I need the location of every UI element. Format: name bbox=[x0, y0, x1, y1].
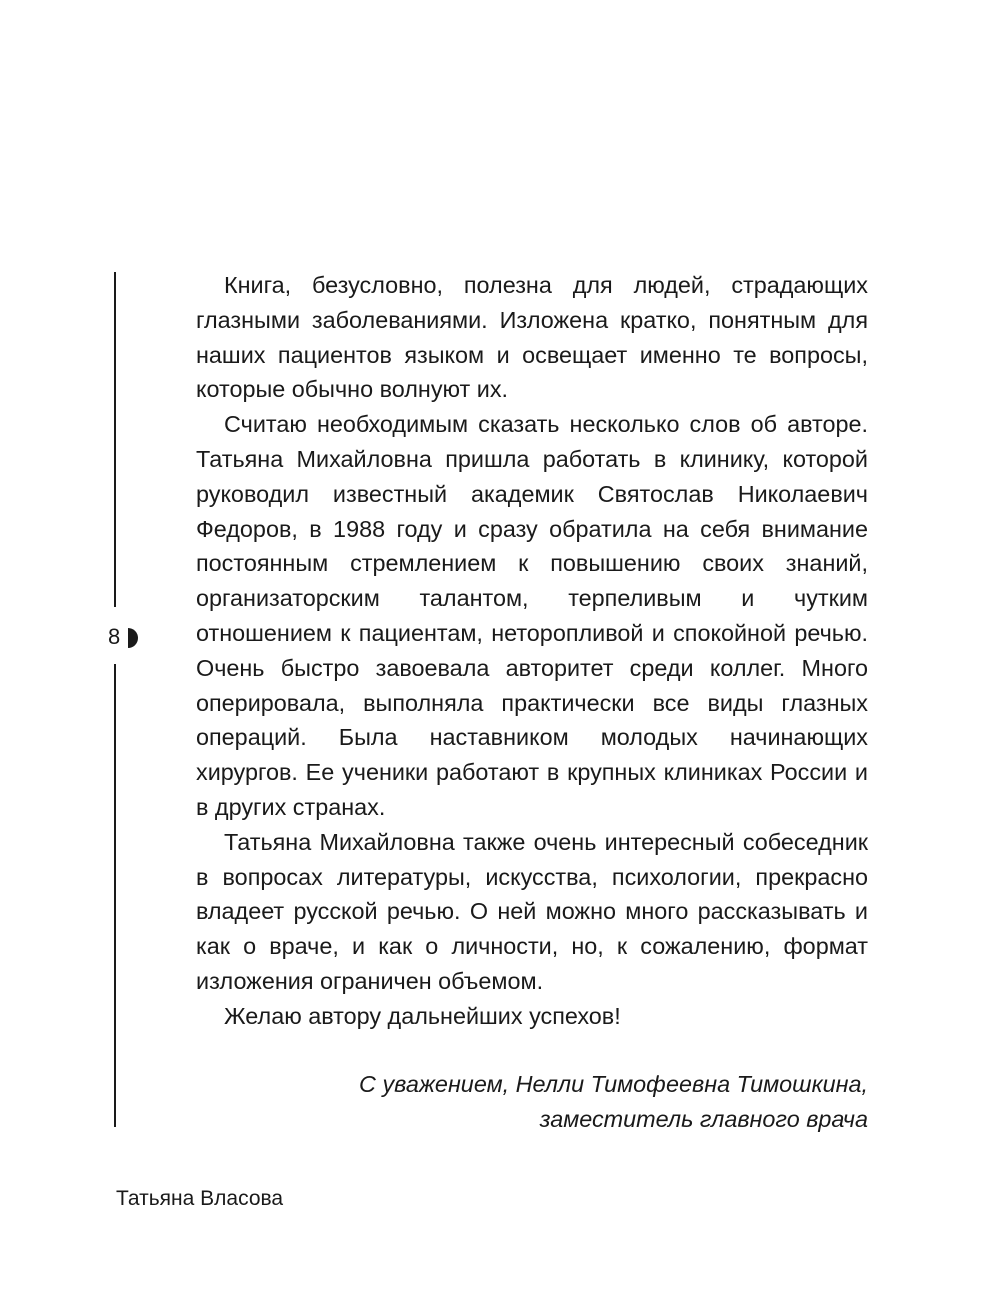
margin-rule-bottom bbox=[114, 664, 116, 1127]
paragraph: Татьяна Михайловна также очень интересный собеседник в вопросах литературы, искусства, психологии, прекрасно владеет русской речью. О ней можно много рассказывать и как о враче, и как о личности, но, к сожалению, формат изложения ограничен объемом. bbox=[196, 828, 868, 994]
signature bbox=[196, 1067, 868, 1137]
paragraph: Книга, безусловно, полезна для людей, страдающих глазными заболеваниями. Изложена кратко, понятным для наших пациентов языком и освещает именно те вопросы, которые обычно волнуют их. bbox=[196, 272, 868, 403]
body-text bbox=[196, 268, 868, 1034]
page-marker-icon bbox=[128, 628, 138, 648]
running-footer: Татьяна Власова bbox=[116, 1187, 284, 1210]
paragraph: Желаю автору дальнейших успехов! bbox=[224, 1002, 621, 1029]
paragraph: Считаю необходимым сказать несколько слов об авторе. Татьяна Михайловна пришла работать в клинику, которой руководил известный академик Святослав Николаевич Федоров, в 1988 году и сразу обратила на себя внимание постоянным стремлением к повышению своих знаний, организаторским талантом, терпеливым и чутким отношением к пациентам, неторопливой и спокойной речью. Очень быстро завоевала авторитет среди коллег. Много оперировала, выполняла практически все виды глазных операций. Была наставником молодых начинающих хирургов. Ее ученики работают в крупных клиниках России и в других странах. bbox=[196, 411, 868, 820]
signature-title: заместитель главного врача bbox=[539, 1106, 868, 1132]
signature-name: С уважением, Нелли Тимофеевна Тимошкина, bbox=[359, 1071, 868, 1097]
page-number: 8 bbox=[108, 624, 121, 649]
margin-rule-top bbox=[114, 272, 116, 607]
